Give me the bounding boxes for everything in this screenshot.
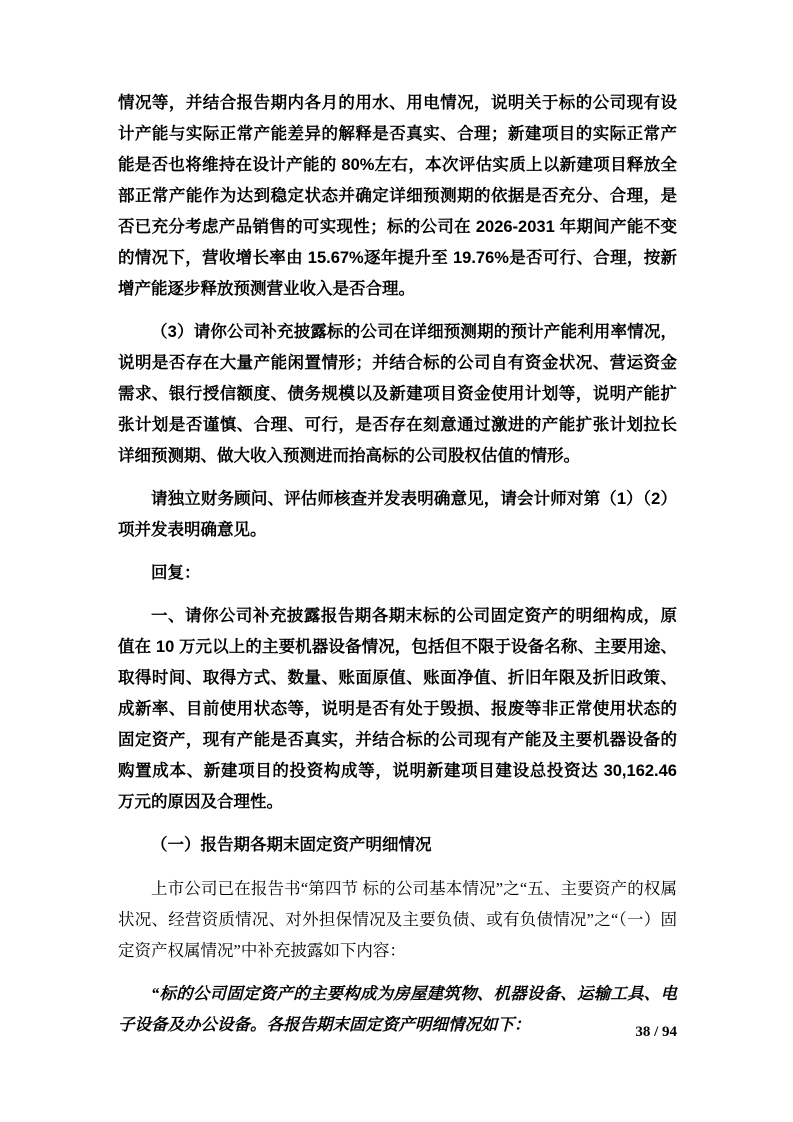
reply-label: 回复： (151, 564, 201, 582)
paragraph-question-verification-request: 请独立财务顾问、评估师核查并发表明确意见，请会计师对第（1）（2）项并发表明确意见。 (118, 490, 677, 539)
page-number: 38 / 94 (635, 1024, 677, 1040)
paragraph-question-item-3: （3）请你公司补充披露标的公司在详细预测期的预计产能利用率情况，说明是否存在大量产能闲置情形；并结合标的公司自有资金状况、营运资金需求、银行授信额度、债务规模以及新建项目资金使用计划等，说明产能扩张计划是否谨慎、合理、可行，是否存在刻意通过激进的产能扩张计划拉长详细预测期、做大收入预测进而抬高标的公司股权估值的情形。 (118, 323, 677, 465)
section-heading-fixed-assets-detail: （一）报告期各期末固定资产明细情况 (151, 836, 432, 854)
paragraph-question-continuation: 情况等，并结合报告期内各月的用水、用电情况，说明关于标的公司现有设计产能与实际正常产能差异的解释是否真实、合理；新建项目的实际正常产能是否也将维持在设计产能的 80%左右，本次评估实质上以新建项目释放全部正常产能作为达到稳定状态并确定详细预测期的依据是否充分、合理，是否已充分考虑产品销售的可实现性；标的公司在 2026-2031 年期间产能不变的情况下，营收增长率由 15.67%逐年提升至 19.76%是否可行、合理，按新增产能逐步释放预测营业收入是否合理。 (118, 94, 677, 298)
paragraph-disclosure-quote: “标的公司固定资产的主要构成为房屋建筑物、机器设备、运输工具、电子设备及办公设备。各报告期末固定资产明细情况如下： (118, 984, 677, 1034)
paragraph-disclosure-intro: 上市公司已在报告书“第四节 标的公司基本情况”之“五、主要资产的权属状况、经营资质情况、对外担保情况及主要负债、或有负债情况”之“（一）固定资产权属情况”中补充披露如下内容： (118, 879, 677, 960)
paragraph-reply-question-restated: 一、请你公司补充披露报告期各期末标的公司固定资产的明细构成，原值在 10 万元以上的主要机器设备情况，包括但不限于设备名称、主要用途、取得时间、取得方式、数量、账面原值、账面净值、折旧年限及折旧政策、成新率、目前使用状态等，说明是否有处于毁损、报废等非正常使用状态的固定资产，现有产能是否真实，并结合标的公司现有产能及主要机器设备的购置成本、新建项目的投资构成等，说明新建项目建设总投资达 30,162.46 万元的原因及合理性。 (118, 607, 677, 811)
